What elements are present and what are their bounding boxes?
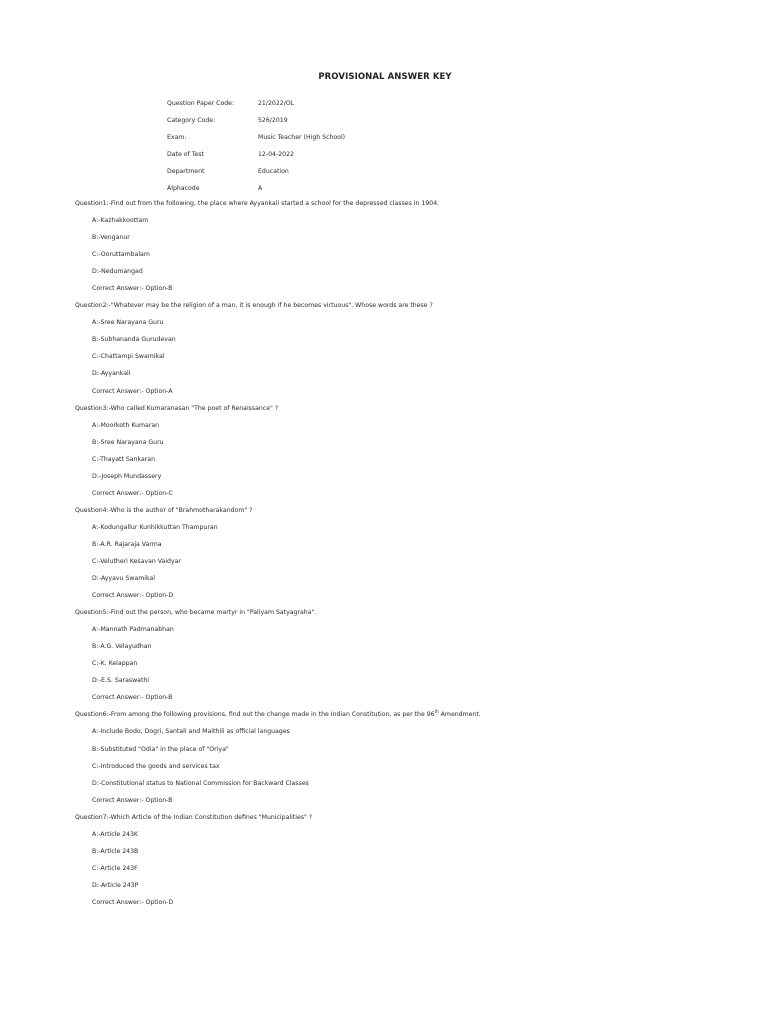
ordinal-suffix: th [434, 709, 439, 715]
option-b: B:-Subhananda Gurudevan [92, 336, 176, 344]
option-b: B:-Sree Narayana Guru [92, 438, 164, 446]
option-c: C:-Article 243F [92, 864, 138, 872]
option-a: A:-Sree Narayana Guru [92, 319, 164, 327]
option-b: B:-Substituted "Odia" in the place of "Oriya" [92, 745, 229, 753]
question-text-main: Question6:-From among the following provisions, find out the change made in the Indian Constitution, as per the 96 [75, 711, 435, 719]
question-text-end: Amendment. [438, 711, 481, 719]
question-text [75, 706, 481, 723]
correct-answer: Correct Answer:- Option-B [92, 285, 173, 293]
question-text: Question1:-Find out from the following, the place where Ayyankali started a school for the depressed classes in 1904. [75, 200, 440, 207]
correct-answer: Correct Answer:- Option-A [92, 387, 173, 395]
question-text: Question3:-Who called Kumaranasan "The poet of Renaissance" ? [75, 404, 279, 412]
correct-answer: Correct Answer:- Option-D [92, 592, 174, 600]
option-b: B:-Venganur [92, 234, 130, 242]
option-d: D:-Ayyavu Swamikal [92, 575, 155, 583]
page-title: PROVISIONAL ANSWER KEY [318, 72, 452, 82]
correct-answer: Correct Answer:- Option-C [92, 489, 173, 497]
option-d: D:-Ayyankali [92, 370, 131, 378]
option-a: A:-Include Bodo, Dogri, Santali and Maithili as official languages [92, 728, 290, 736]
option-c: C:-Thayatt Sankaran [92, 455, 155, 463]
meta-label: Department [167, 168, 205, 176]
question-text: Question2:-"Whatever may be the religion of a man, it is enough if he becomes virtuous". Whose words are these ? [75, 302, 433, 310]
question-text: Question7:-Which Article of the Indian Constitution defines "Municipalities" ? [75, 813, 313, 821]
option-d: D:-Joseph Mundassery [92, 472, 162, 480]
option-a: A:-Mannath Padmanabhan [92, 626, 174, 634]
option-d: D:-Article 243P [92, 881, 139, 889]
option-d: D:-Constitutional status to National Commission for Backward Classes [92, 779, 309, 787]
option-c: C:-Chattampi Swamikal [92, 353, 165, 361]
meta-value: A [258, 185, 263, 193]
meta-label: Date of Test [167, 151, 204, 159]
option-a: A:-Kodungallur Kunhikkuttan Thampuran [92, 523, 218, 531]
question-text: Question4:-Who is the author of "Brahmotharakandom" ? [75, 506, 253, 514]
option-b: B:-A.G. Velayudhan [92, 643, 152, 651]
option-c: C:-Ooruttambalam [92, 251, 150, 259]
correct-answer: Correct Answer:- Option-B [92, 694, 173, 702]
meta-label: Exam: [167, 134, 187, 142]
option-d: D:-Nedumangad [92, 268, 143, 276]
option-a: A:-Article 243K [92, 830, 138, 838]
correct-answer: Correct Answer:- Option-B [92, 796, 173, 804]
meta-value: 526/2019 [258, 117, 288, 125]
meta-label: Question Paper Code: [167, 100, 235, 107]
option-c: C:-Introduced the goods and services tax [92, 762, 220, 770]
option-b: B:-Article 243B [92, 847, 139, 855]
option-a: A:-Kazhakkoottam [92, 217, 149, 225]
question-text: Question5:-Find out the person, who became martyr in "Paliyam Satyagraha". [75, 609, 317, 617]
meta-value: 12-04-2022 [258, 151, 294, 159]
option-c: C:-K. Kelappan [92, 660, 138, 668]
option-d: D:-E.S. Saraswathi [92, 677, 150, 685]
option-a: A:-Moorkoth Kumaran [92, 421, 160, 429]
meta-value: 21/2022/OL [258, 100, 295, 107]
option-b: B:-A.R. Rajaraja Varma [92, 540, 162, 548]
meta-value: Music Teacher (High School) [258, 134, 346, 142]
meta-label: Alphacode [167, 185, 200, 193]
correct-answer: Correct Answer:- Option-D [92, 898, 174, 906]
question-list [75, 195, 481, 911]
meta-label: Category Code: [167, 117, 216, 125]
meta-value: Education [258, 168, 289, 176]
option-c: C:-Velutheri Kesavan Vaidyar [92, 557, 181, 565]
